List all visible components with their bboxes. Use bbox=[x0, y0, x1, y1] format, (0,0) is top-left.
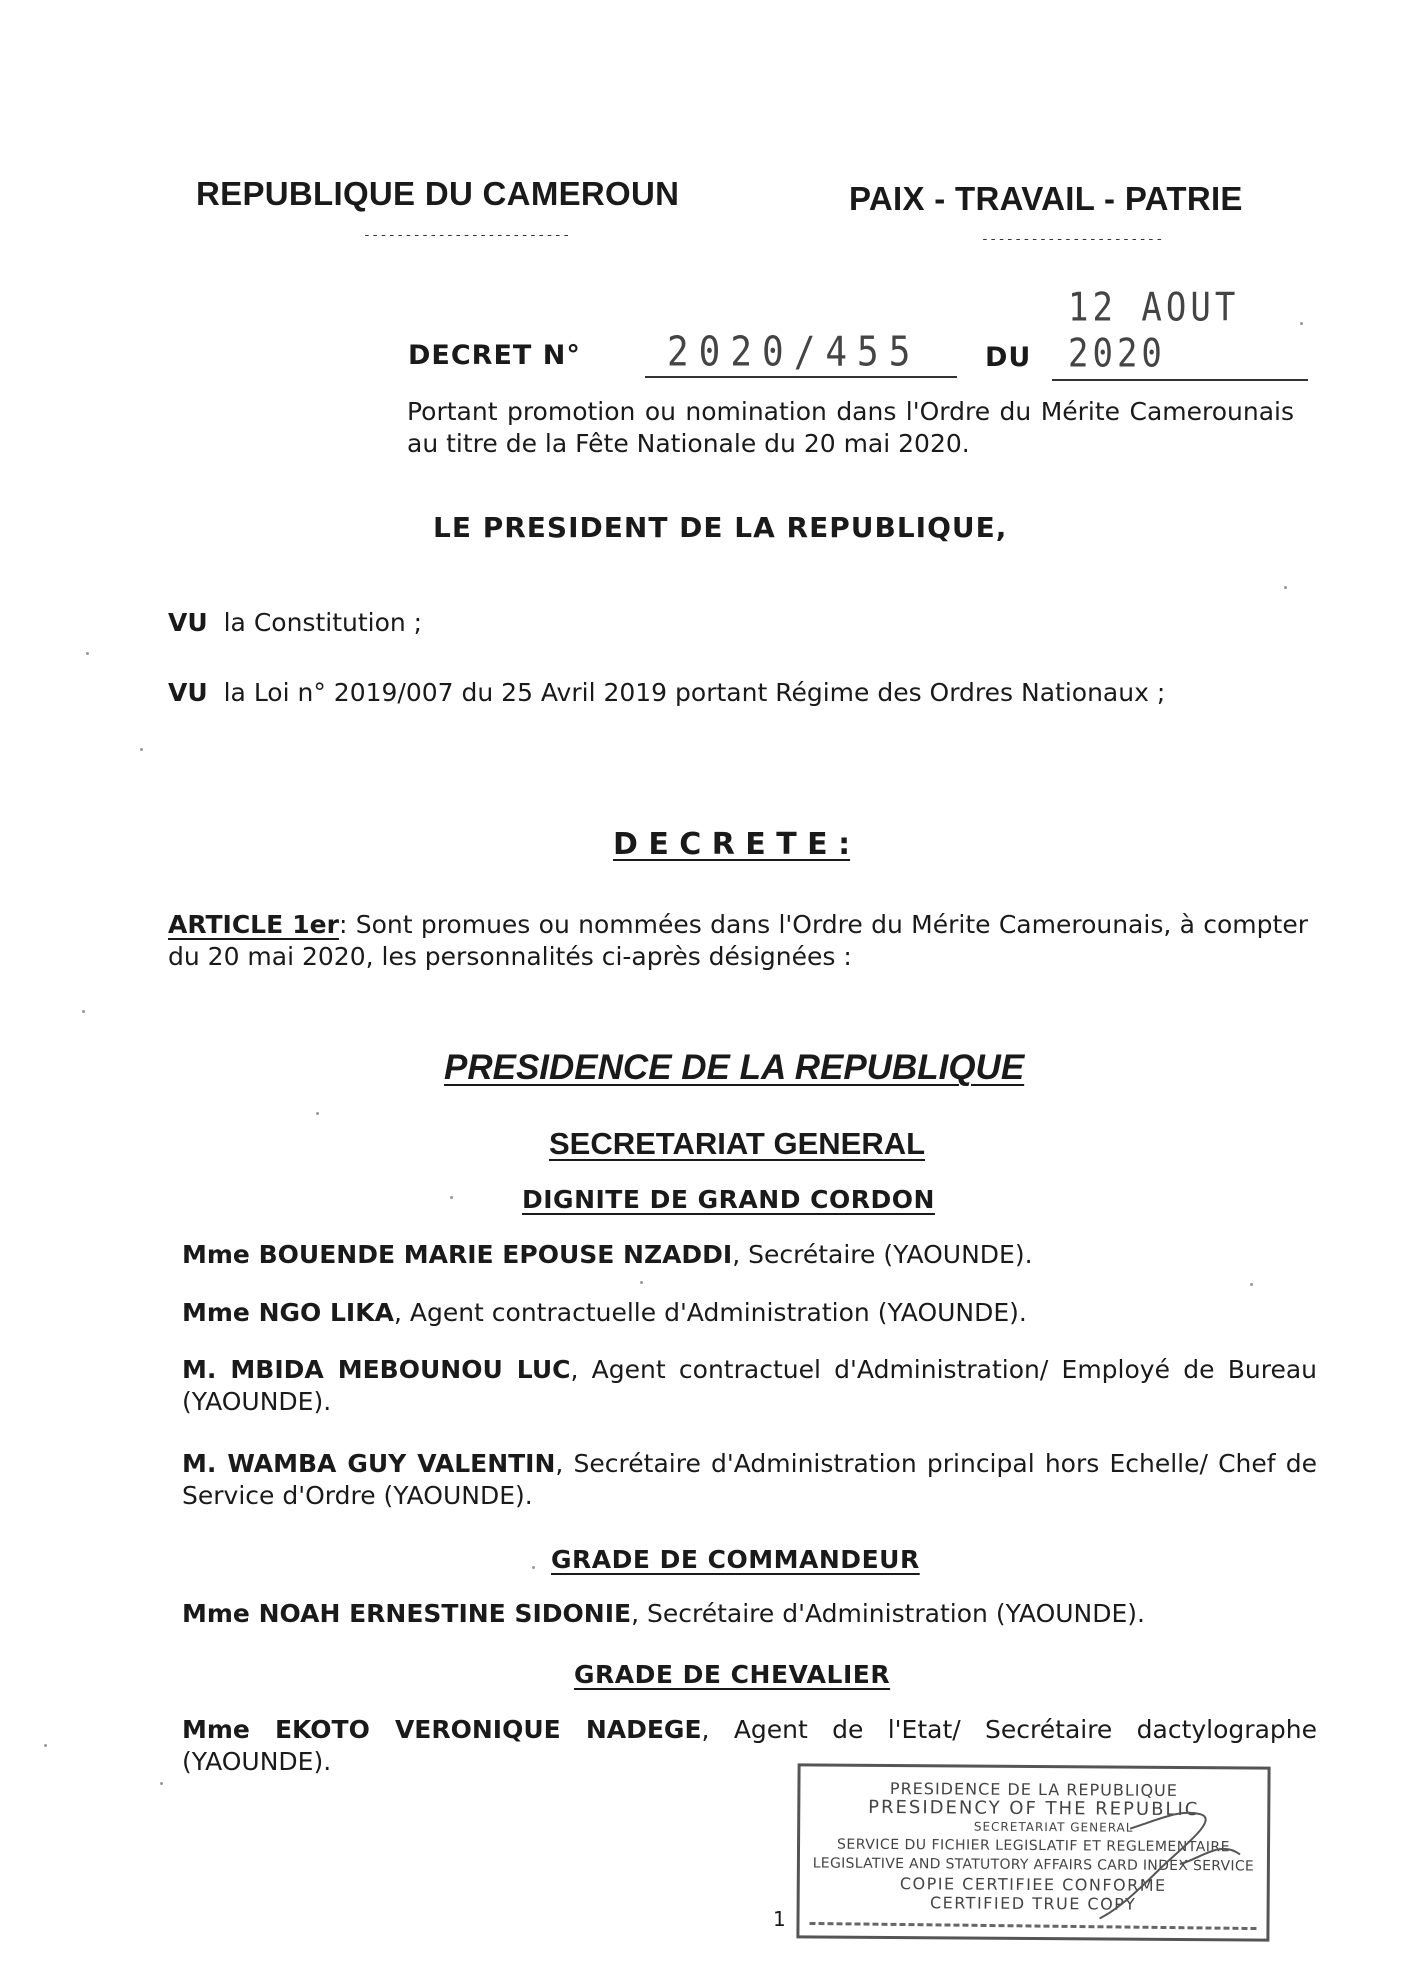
group-heading: GRADE DE COMMANDEUR bbox=[551, 1545, 920, 1574]
person-role: , Agent contractuel d'Administration/ Employé de Bureau (YAOUNDE). bbox=[182, 1355, 1317, 1416]
vu-label: VU bbox=[168, 678, 208, 707]
decree-label: DECRET N° bbox=[408, 340, 581, 371]
stamp-signature bbox=[799, 1766, 1267, 1938]
decree-subject: Portant promotion ou nomination dans l'Ordre du Mérite Camerounais au titre de la Fête Nationale du 20 mai 2020. bbox=[407, 397, 1294, 458]
person-entry bbox=[182, 1598, 1310, 1630]
person-name: M. WAMBA GUY VALENTIN bbox=[182, 1449, 556, 1478]
person-name: Mme NGO LIKA bbox=[182, 1298, 394, 1327]
stamp-line: PRESIDENCY OF THE REPUBLIC bbox=[868, 1796, 1200, 1821]
section-subtitle: SECRETARIAT GENERAL bbox=[549, 1126, 926, 1161]
person-name: Mme EKOTO VERONIQUE NADEGE bbox=[182, 1715, 702, 1744]
stamp-line: PRESIDENCE DE LA REPUBLIQUE bbox=[889, 1778, 1178, 1801]
decree-du-label: DU bbox=[985, 342, 1032, 373]
person-name: Mme NOAH ERNESTINE SIDONIE bbox=[182, 1599, 632, 1628]
decree-number: 2020/455 bbox=[667, 328, 921, 376]
person-role: , Secrétaire d'Administration (YAOUNDE). bbox=[631, 1599, 1145, 1628]
motto-divider: ---------------------- bbox=[981, 232, 1164, 247]
person-role: , Secrétaire (YAOUNDE). bbox=[732, 1240, 1033, 1269]
stamp-line: SERVICE DU FICHIER LEGISLATIF ET REGLEMENTAIRE bbox=[837, 1836, 1231, 1856]
vu-text: la Constitution ; bbox=[223, 608, 423, 637]
republic-title: REPUBLIQUE DU CAMEROUN bbox=[196, 175, 680, 212]
person-name: Mme BOUENDE MARIE EPOUSE NZADDI bbox=[182, 1240, 733, 1269]
person-role: , Secrétaire d'Administration principal hors Echelle/ Chef de Service d'Ordre (YAOUNDE). bbox=[182, 1449, 1318, 1510]
person-entry bbox=[182, 1297, 1310, 1329]
person-entry bbox=[182, 1354, 1317, 1418]
person-role: , Agent de l'Etat/ Secrétaire dactylographe (YAOUNDE). bbox=[182, 1715, 1317, 1776]
motto-title: PAIX - TRAVAIL - PATRIE bbox=[849, 180, 1243, 217]
person-name: M. MBIDA MEBOUNOU LUC bbox=[182, 1355, 571, 1384]
stamp-line: COPIE CERTIFIEE CONFORME bbox=[899, 1874, 1167, 1895]
group-heading: DIGNITE DE GRAND CORDON bbox=[522, 1185, 935, 1214]
person-entry bbox=[182, 1448, 1317, 1512]
vu-text: la Loi n° 2019/007 du 25 Avril 2019 portant Régime des Ordres Nationaux ; bbox=[223, 678, 1166, 707]
page-number: 1 bbox=[773, 1907, 786, 1931]
stamp-line: SECRETARIAT GENERAL bbox=[973, 1819, 1134, 1835]
person-role: , Agent contractuelle d'Administration (YAOUNDE). bbox=[393, 1298, 1027, 1327]
vu-label: VU bbox=[168, 608, 208, 637]
article-1 bbox=[168, 909, 1308, 973]
article-text: : Sont promues ou nommées dans l'Ordre du Mérite Camerounais, à compter du 20 mai 2020, les personnalités ci-après désignées : bbox=[168, 910, 1308, 971]
vu-loi bbox=[168, 677, 1165, 709]
decree-date-field bbox=[1052, 285, 1308, 381]
decree-date: 12 AOUT 2020 bbox=[1068, 285, 1240, 377]
certification-stamp bbox=[796, 1763, 1270, 1941]
president-heading: LE PRESIDENT DE LA REPUBLIQUE, bbox=[433, 511, 1008, 544]
stamp-line: CERTIFIED TRUE COPY bbox=[929, 1893, 1137, 1914]
section-title: PRESIDENCE DE LA REPUBLIQUE bbox=[444, 1048, 1025, 1087]
stamp-line: LEGISLATIVE AND STATUTORY AFFAIRS CARD INDEX SERVICE bbox=[812, 1855, 1255, 1875]
decrete-heading: D E C R E T E : bbox=[613, 827, 851, 862]
republic-divider: ------------------------- bbox=[363, 228, 571, 243]
article-label: ARTICLE 1er bbox=[168, 910, 339, 939]
vu-constitution bbox=[168, 607, 422, 639]
group-heading: GRADE DE CHEVALIER bbox=[574, 1660, 891, 1689]
person-entry bbox=[182, 1239, 1310, 1271]
decree-number-field bbox=[645, 329, 957, 378]
